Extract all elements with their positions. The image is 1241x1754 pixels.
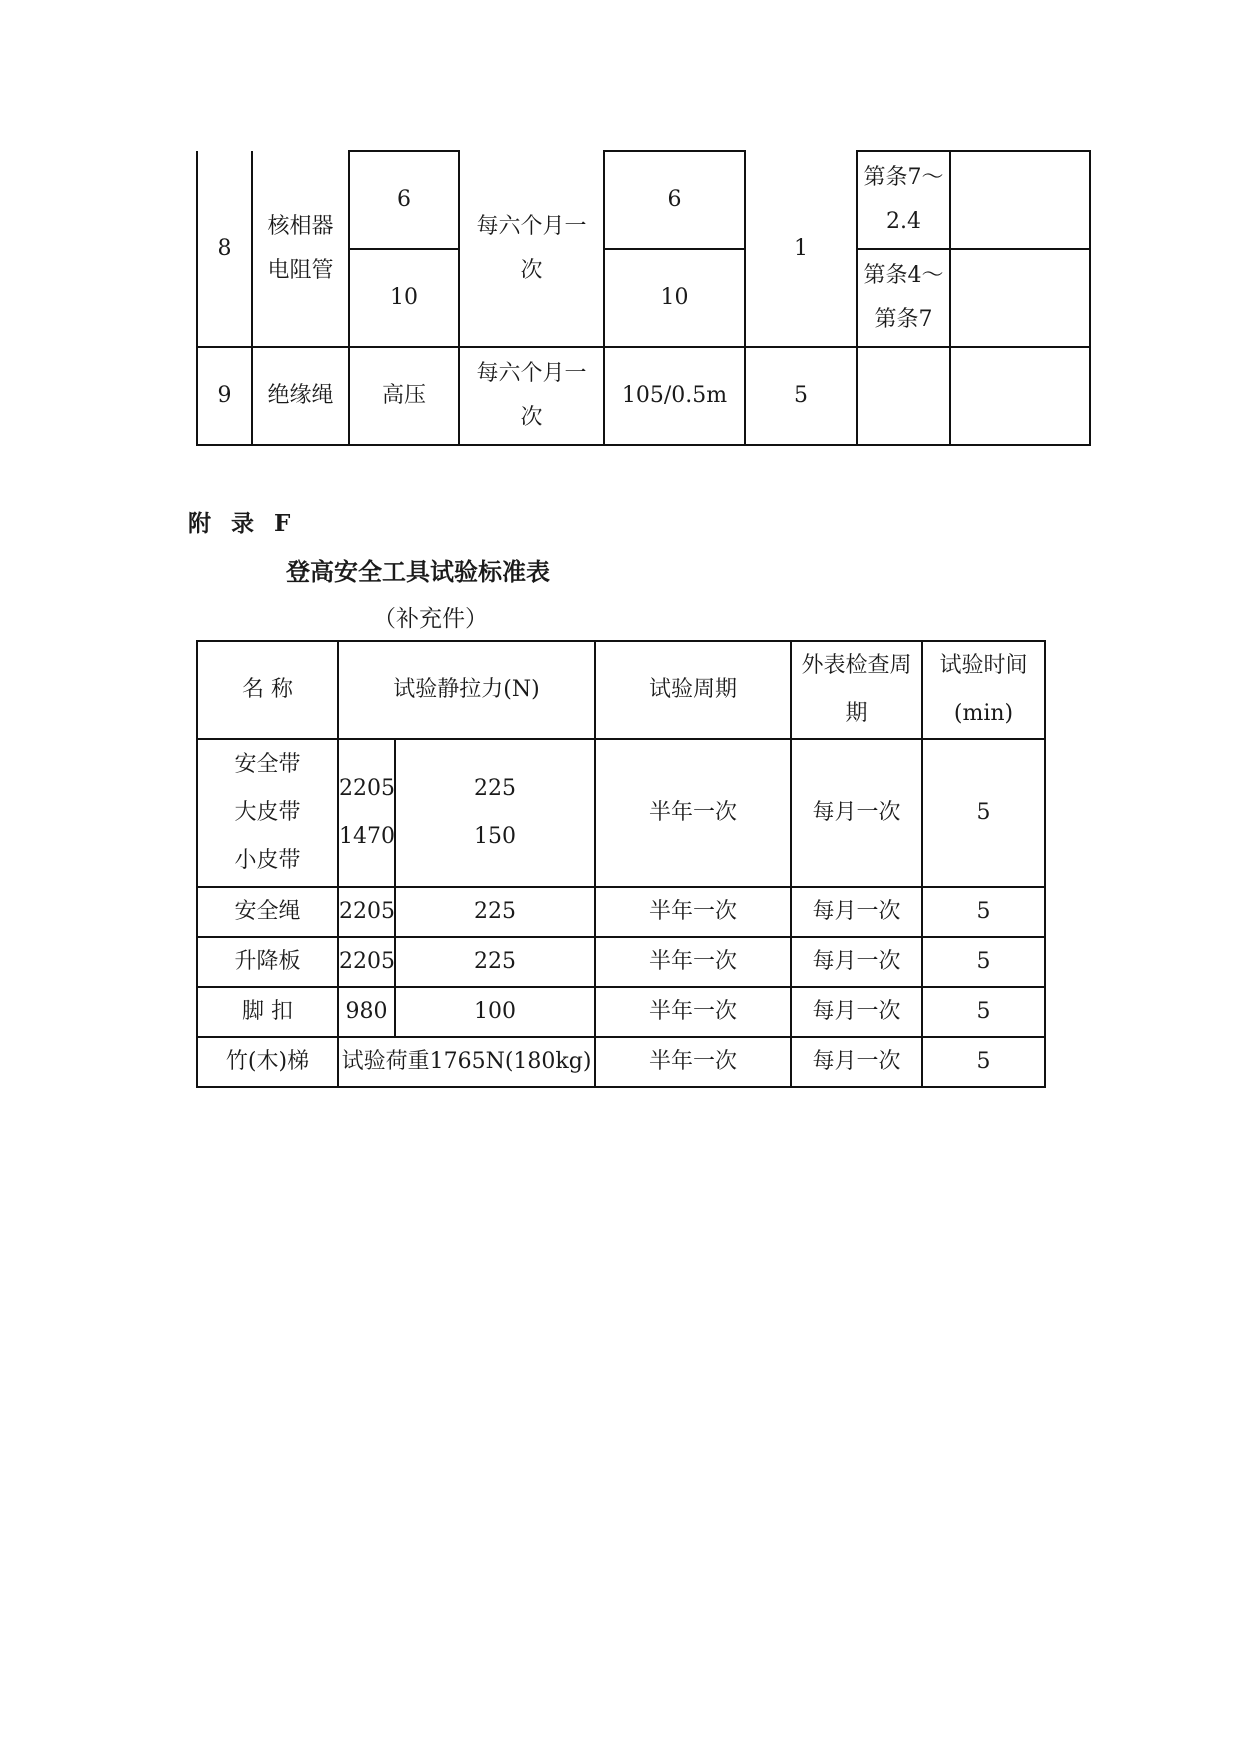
ladder-row	[197, 1037, 1045, 1087]
belt-inspect: 每月一次	[791, 739, 922, 887]
ladder-name: 竹(木)梯	[197, 1037, 338, 1087]
row-force-a: 980	[338, 987, 395, 1037]
row-period: 半年一次	[595, 887, 791, 937]
header-period: 试验周期	[595, 641, 791, 739]
belt-period: 半年一次	[595, 739, 791, 887]
row8-value-b2: 10	[604, 249, 745, 347]
ladder-period: 半年一次	[595, 1037, 791, 1087]
row8-value-b1: 6	[604, 151, 745, 249]
belt-group-row	[197, 739, 1045, 887]
row-period: 半年一次	[595, 937, 791, 987]
belt-force-a	[338, 739, 395, 887]
row9-period-line2: 次	[520, 405, 543, 430]
belt-name-1: 安全带	[234, 752, 301, 777]
row8-clause-2	[857, 249, 950, 347]
row-name: 安全绳	[197, 887, 338, 937]
ladder-force: 试验荷重1765N(180kg)	[338, 1037, 595, 1087]
appendix-title: 登高安全工具试验标准表	[286, 557, 550, 586]
row8-remark-2	[950, 249, 1090, 347]
row8-clause-1-line1: 第条7～	[863, 165, 944, 190]
row9-number: 9	[197, 347, 252, 445]
row-time: 5	[922, 987, 1045, 1037]
appendix-label: 附 录 F	[188, 510, 297, 537]
row-name: 脚 扣	[197, 987, 338, 1037]
row8-clause-1-line2: 2.4	[886, 209, 921, 234]
header-inspect	[791, 641, 922, 739]
belt-name-2: 大皮带	[234, 800, 301, 825]
row-force-b: 225	[395, 937, 595, 987]
row8-name-1: 核相器	[267, 213, 334, 239]
header-inspect-line2: 期	[845, 701, 868, 726]
belt-force-b-1: 225	[474, 776, 516, 801]
row-period: 半年一次	[595, 987, 791, 1037]
belt-force-a-2: 1470	[339, 824, 395, 849]
row9-name: 绝缘绳	[252, 347, 349, 445]
climbing-tools-test-table	[196, 640, 1046, 1088]
header-row	[197, 641, 1045, 739]
header-time-line2: (min)	[953, 701, 1014, 726]
row9-period	[459, 347, 604, 445]
row-time: 5	[922, 887, 1045, 937]
belt-force-a-1: 2205	[339, 776, 395, 801]
upper-test-table	[196, 150, 1091, 446]
row8-clause-2-line1: 第条4～	[863, 263, 944, 288]
row9-duration: 5	[745, 347, 857, 445]
row8-name-2: 电阻管	[267, 257, 334, 283]
row9-value-a: 高压	[349, 347, 459, 445]
row8-value-a2: 10	[349, 249, 459, 347]
row-force-b: 225	[395, 887, 595, 937]
row8-period-line1: 每六个月一	[476, 213, 587, 239]
row-inspect: 每月一次	[791, 887, 922, 937]
row8-number: 8	[197, 151, 252, 347]
row-force-b: 100	[395, 987, 595, 1037]
row-force-a: 2205	[338, 887, 395, 937]
belt-names	[197, 739, 338, 887]
row-inspect: 每月一次	[791, 987, 922, 1037]
row-name: 升降板	[197, 937, 338, 987]
table-row	[197, 937, 1045, 987]
header-inspect-line1: 外表检查周	[801, 653, 912, 678]
ladder-inspect: 每月一次	[791, 1037, 922, 1087]
row-inspect: 每月一次	[791, 937, 922, 987]
row8-duration: 1	[745, 151, 857, 347]
row9-value-b: 105/0.5m	[604, 347, 745, 445]
row9-clause	[857, 347, 950, 445]
row8-names	[252, 151, 349, 347]
header-name: 名 称	[197, 641, 338, 739]
row8-clause-2-line2: 第条7	[874, 307, 933, 332]
header-time	[922, 641, 1045, 739]
row9-period-line1: 每六个月一	[476, 361, 587, 386]
header-force: 试验静拉力(N)	[338, 641, 595, 739]
belt-force-b-2: 150	[474, 824, 516, 849]
belt-name-3: 小皮带	[234, 848, 301, 873]
row-time: 5	[922, 937, 1045, 987]
row8-period	[459, 151, 604, 347]
appendix-subtitle: （补充件）	[373, 606, 488, 632]
row9-remark	[950, 347, 1090, 445]
row8-clause-1	[857, 151, 950, 249]
belt-force-b	[395, 739, 595, 887]
ladder-time: 5	[922, 1037, 1045, 1087]
table-row	[197, 987, 1045, 1037]
header-time-line1: 试验时间	[939, 653, 1028, 678]
row8-value-a1: 6	[349, 151, 459, 249]
table-row	[197, 887, 1045, 937]
row8-remark-1	[950, 151, 1090, 249]
row8-period-line2: 次	[520, 257, 543, 283]
belt-time: 5	[922, 739, 1045, 887]
row-force-a: 2205	[338, 937, 395, 987]
